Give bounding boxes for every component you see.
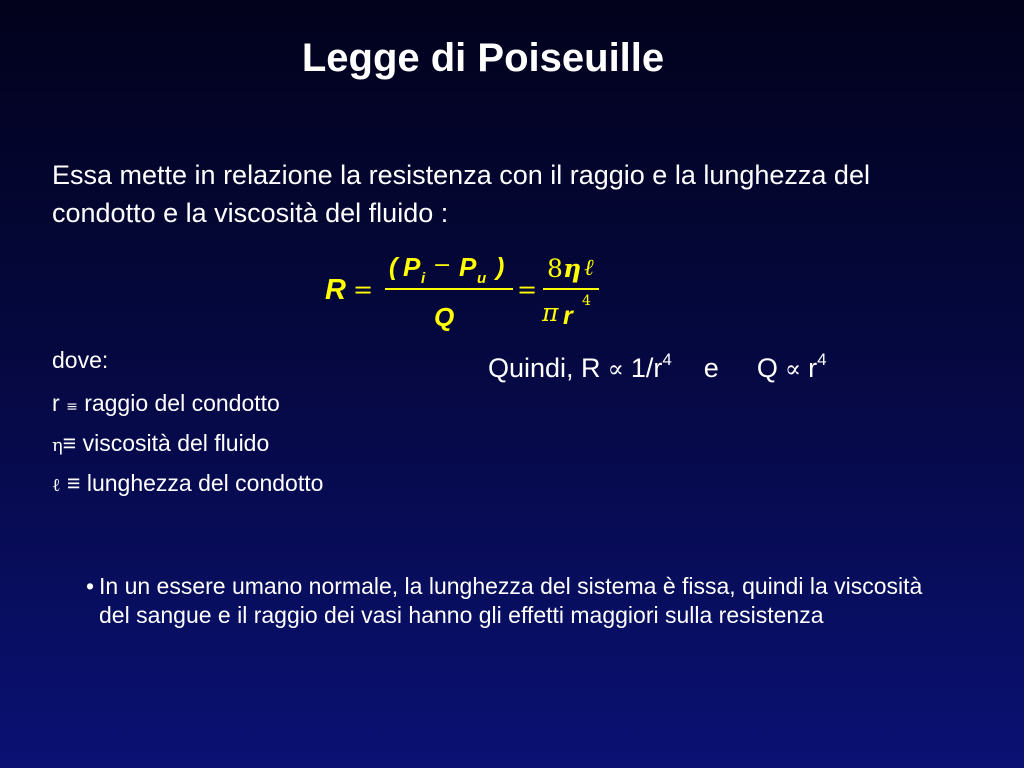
conclusion-q: Q <box>756 353 778 383</box>
formula-pi: π <box>542 298 559 327</box>
conclusion-part1: 1/r <box>630 353 663 383</box>
formula-equals-2: = <box>517 276 538 304</box>
conclusion-exp2: 4 <box>817 350 827 369</box>
definition-eta-symbol: η <box>52 435 63 456</box>
formula-fraction-bar-1 <box>385 288 513 290</box>
definition-eta-equiv: ≡ <box>62 430 77 456</box>
formula-r: R <box>325 274 346 306</box>
definition-ell-symbol: ℓ <box>52 475 61 496</box>
definitions-heading: dove: <box>52 347 109 373</box>
proportional-symbol-1: ∝ <box>607 355 624 383</box>
proportional-symbol-2: ∝ <box>784 355 802 383</box>
formula-minus: − <box>433 253 452 278</box>
definition-eta-text: viscosità del fluido <box>82 430 270 456</box>
definition-ell-text: lunghezza del condotto <box>86 470 324 496</box>
formula-r-denom: r <box>563 302 573 330</box>
definition-r-text: raggio del condotto <box>84 390 280 416</box>
conclusion-exp1: 4 <box>662 350 672 369</box>
formula-exponent: 4 <box>582 293 591 309</box>
poiseuille-formula <box>325 252 615 332</box>
bullet-point <box>86 572 946 630</box>
conclusion-prefix: Quindi, R <box>488 353 601 383</box>
formula-q: Q <box>434 302 455 332</box>
formula-p-u: P <box>459 252 477 282</box>
definition-eta <box>52 429 269 460</box>
conclusion-part2: r <box>808 353 818 383</box>
definition-ell-equiv: ≡ <box>67 470 81 496</box>
slide-title: Legge di Poiseuille <box>301 36 665 80</box>
formula-ell: ℓ <box>584 255 594 281</box>
definition-r-equiv: ≡ <box>66 399 78 415</box>
formula-fraction-bar-2 <box>543 288 599 290</box>
definition-ell <box>52 469 323 500</box>
formula-eta: η <box>563 254 582 283</box>
formula-p-i-sub: i <box>421 270 426 287</box>
bullet-text: In un essere umano normale, la lunghezza del sistema è fissa, quindi la viscosità del sangue e il raggio dei vasi hanno gli effetti maggiori sulla resistenza <box>99 573 923 628</box>
bullet-marker: • <box>86 573 95 599</box>
conclusion <box>488 351 827 386</box>
formula-p-u-sub: u <box>477 270 487 287</box>
definition-r <box>52 389 280 421</box>
intro-text: Essa mette in relazione la resistenza con il raggio e la lunghezza del condotto e la viscosità del fluido : <box>52 160 870 228</box>
formula-open-paren: ( <box>389 253 398 281</box>
conclusion-conj: e <box>703 353 719 383</box>
formula-p-i: P <box>403 252 421 282</box>
definition-r-symbol: r <box>52 390 60 416</box>
formula-close-paren: ) <box>496 253 505 281</box>
formula-eight: 8 <box>547 254 563 283</box>
formula-equals: = <box>353 276 374 304</box>
